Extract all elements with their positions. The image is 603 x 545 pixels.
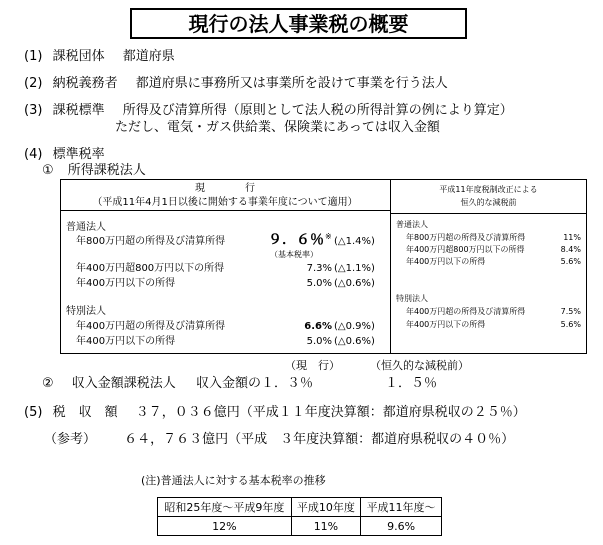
- item-5-value: ３７，０３６億円（平成１１年度決算額：都道府県税収の２５％）: [135, 405, 526, 420]
- item-4-num: (4): [24, 147, 43, 162]
- sub-1-num: ①: [42, 163, 54, 178]
- right-tokubetsu-row-1-label: 年400万円超の所得及び清算所得: [406, 307, 526, 316]
- item-2: [24, 76, 448, 91]
- kyuteki-label: （恒久的な減税前）: [370, 359, 469, 372]
- right-header-2: 恒久的な減税前: [460, 198, 517, 207]
- note-title: (注)普通法人に対する基本税率の推移: [141, 474, 326, 487]
- item-1-num: (1): [24, 49, 43, 64]
- item-4: [24, 147, 105, 162]
- right-tokubetsu-row-1-value: 7.5%: [560, 307, 581, 316]
- item-3-value1: 所得及び清算所得（原則として法人税の所得計算の例により算定）: [122, 103, 513, 118]
- futsu-row-1-marker: ※: [325, 232, 332, 241]
- tokubetsu-label: 特別法人: [66, 306, 106, 317]
- item-3: [24, 103, 513, 118]
- right-futsu-label: 普通法人: [396, 220, 428, 229]
- page-title: 現行の法人事業税の概要: [188, 12, 409, 36]
- item-5-label: 税 収 額: [52, 405, 118, 420]
- history-header-1: 昭和25年度～平成9年度: [158, 498, 292, 517]
- rate-table-right-header-line: [390, 213, 587, 214]
- item-1: [24, 49, 175, 64]
- item-3-num: (3): [24, 103, 43, 118]
- right-tokubetsu-row-2-value: 5.6%: [560, 320, 581, 329]
- item-5-ref-value: ６４，７６３億円（平成 ３年度決算額：都道府県税収の４０％）: [124, 432, 515, 447]
- history-value-2: 11%: [291, 517, 360, 536]
- item-5-ref: [44, 432, 514, 447]
- rate-table-left-header-line: [60, 210, 390, 211]
- futsu-row-3-label: 年400万円以下の所得: [76, 278, 176, 289]
- item-5-num: (5): [24, 405, 43, 420]
- sub-1-label: 所得課税法人: [67, 163, 146, 178]
- item-2-num: (2): [24, 76, 43, 91]
- right-futsu-row-2-label: 年400万円超800万円以下の所得: [406, 245, 525, 254]
- tokubetsu-row-2-note: (△0.6%): [334, 336, 375, 347]
- basic-rate-note: （基本税率）: [270, 250, 318, 259]
- left-header-1: 現 行: [195, 183, 255, 194]
- history-value-1: 12%: [158, 517, 292, 536]
- right-header-1: 平成11年度税制改正による: [439, 185, 538, 194]
- item-3-label: 課税標準: [52, 103, 105, 118]
- history-header-3: 平成11年度～: [361, 498, 442, 517]
- futsu-row-1-value: ９．６％: [268, 232, 324, 248]
- futsu-label: 普通法人: [66, 222, 106, 233]
- history-value-3: 9.6%: [361, 517, 442, 536]
- tokubetsu-row-2-value: 5.0%: [306, 336, 332, 347]
- item-5-ref-label: （参考）: [44, 432, 97, 447]
- item-1-value: 都道府県: [122, 49, 175, 64]
- tokubetsu-row-2-label: 年400万円以下の所得: [76, 336, 176, 347]
- right-futsu-row-1-value: 11%: [563, 233, 581, 242]
- right-tokubetsu-label: 特別法人: [396, 294, 428, 303]
- right-tokubetsu-row-2-label: 年400万円以下の所得: [406, 320, 486, 329]
- item-2-value: 都道府県に事務所又は事業所を設けて事業を行う法人: [135, 76, 448, 91]
- tokubetsu-row-1-label: 年400万円超の所得及び清算所得: [76, 321, 226, 332]
- sub-2-value2: １．５％: [385, 376, 438, 391]
- sub-2: [42, 376, 313, 391]
- right-futsu-row-2-value: 8.4%: [560, 245, 581, 254]
- left-header-2: （平成11年4月1日以後に開始する事業年度について適用）: [92, 197, 358, 208]
- futsu-row-2-label: 年400万円超800万円以下の所得: [76, 263, 225, 274]
- right-futsu-row-1-label: 年800万円超の所得及び清算所得: [406, 233, 526, 242]
- item-1-label: 課税団体: [52, 49, 105, 64]
- item-5: [24, 405, 526, 420]
- tokubetsu-row-1-note: (△0.9%): [334, 321, 375, 332]
- futsu-row-1-note: (△1.4%): [334, 236, 375, 247]
- item-4-label: 標準税率: [52, 147, 105, 162]
- tokubetsu-row-1-value: 6.6%: [304, 321, 332, 332]
- genko-label: （現 行）: [285, 359, 340, 372]
- futsu-row-1-label: 年800万円超の所得及び清算所得: [76, 236, 226, 247]
- sub-1: [42, 163, 146, 178]
- item-3-value2: ただし、電気・ガス供給業、保険業にあっては収入金額: [115, 120, 440, 135]
- sub-2-num: ②: [42, 376, 54, 391]
- right-futsu-row-3-value: 5.6%: [560, 257, 581, 266]
- history-header-2: 平成10年度: [291, 498, 360, 517]
- history-table: [157, 497, 442, 536]
- futsu-row-2-value: 7.3%: [306, 263, 332, 274]
- history-header-row: [158, 498, 442, 517]
- sub-2-text: 収入金額の１．３％: [195, 376, 313, 391]
- futsu-row-2-note: (△1.1%): [334, 263, 375, 274]
- item-2-label: 納税義務者: [52, 76, 118, 91]
- right-futsu-row-3-label: 年400万円以下の所得: [406, 257, 486, 266]
- futsu-row-3-note: (△0.6%): [334, 278, 375, 289]
- sub-2-label: 収入金額課税法人: [71, 376, 176, 391]
- history-value-row: [158, 517, 442, 536]
- futsu-row-3-value: 5.0%: [306, 278, 332, 289]
